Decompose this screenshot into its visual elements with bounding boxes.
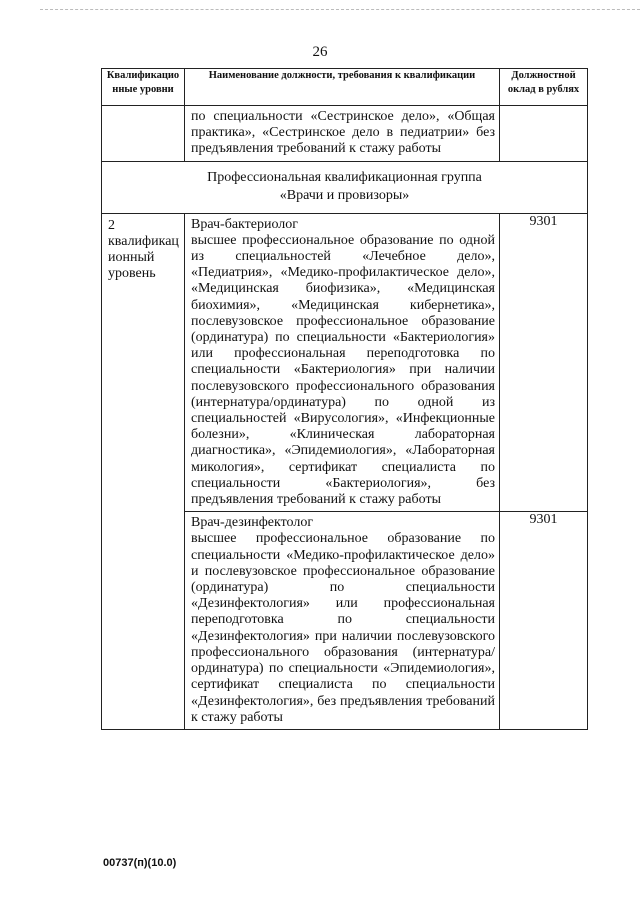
level-label: 2 квалификац ионный уровень <box>108 217 179 282</box>
header-salary: Должностной оклад в рублях <box>500 69 588 106</box>
group-title: Профессиональная квалификационная группа «Врачи и провизоры» <box>207 169 482 203</box>
continuation-text: по специальности «Сестринское дело», «Общая практика», «Сестринское дело в педиатрии» без предъявления требований к стажу работы <box>191 109 495 157</box>
continuation-level-cell <box>102 106 185 162</box>
scan-top-edge <box>40 9 640 10</box>
position-requirements: высшее профессиональное образование по специальности «Медико-профилактическое дело» и послевузовское профессиональное образование (ординатура) по специальности «Дезинфектология» или профессиональная переподготовка по специальности «Дезинфектология» при наличии послевузовского профессионального образования (интернатура/ординатура) по специальности «Эпидемиология», сертификат специалиста по специальности «Дезинфектология», без предъявления требований к стажу работы <box>191 531 495 725</box>
salary-cell: 9301 <box>500 512 588 730</box>
group-row <box>102 161 588 213</box>
page-number: 26 <box>312 44 328 60</box>
header-level: Квалификацио нные уровни <box>102 69 185 106</box>
qualification-table <box>101 68 588 730</box>
position-requirements: высшее профессиональное образование по одной из специальностей «Лечебное дело», «Педиатрия», «Медико-профилактическое дело», «Медицинская биофизика», «Медицинская биохимия», «Медицинская кибернетика», послевузовское профессиональное образование (ординатура) по специальности «Бактериология» или профессиональная переподготовка по специальности «Бактериология» при наличии послевузовского профессионального образования (интернатура/ординатура) по одной из специальностей «Вирусология», «Инфекционные болезни», «Клиническая лабораторная диагностика», «Эпидемиология», «Лабораторная микология», сертификат специалиста по специальности «Бактериология», без предъявления требований к стажу работы <box>191 232 495 508</box>
header-position: Наименование должности, требования к квалификации <box>185 69 500 106</box>
position-title: Врач-дезинфектолог <box>191 515 314 531</box>
position-cell <box>185 213 500 512</box>
continuation-salary-cell <box>500 106 588 162</box>
table-header-row <box>102 69 588 106</box>
position-description <box>185 214 499 512</box>
continuation-text-cell <box>185 106 500 162</box>
group-cell <box>102 161 588 213</box>
position-description <box>185 512 499 729</box>
document-code: 00737(п)(10.0) <box>103 857 177 869</box>
position-title: Врач-бактериолог <box>191 216 299 232</box>
position-cell <box>185 512 500 730</box>
continuation-row <box>102 106 588 162</box>
table-row <box>102 213 588 512</box>
level-cell <box>102 213 185 729</box>
salary-cell: 9301 <box>500 213 588 512</box>
